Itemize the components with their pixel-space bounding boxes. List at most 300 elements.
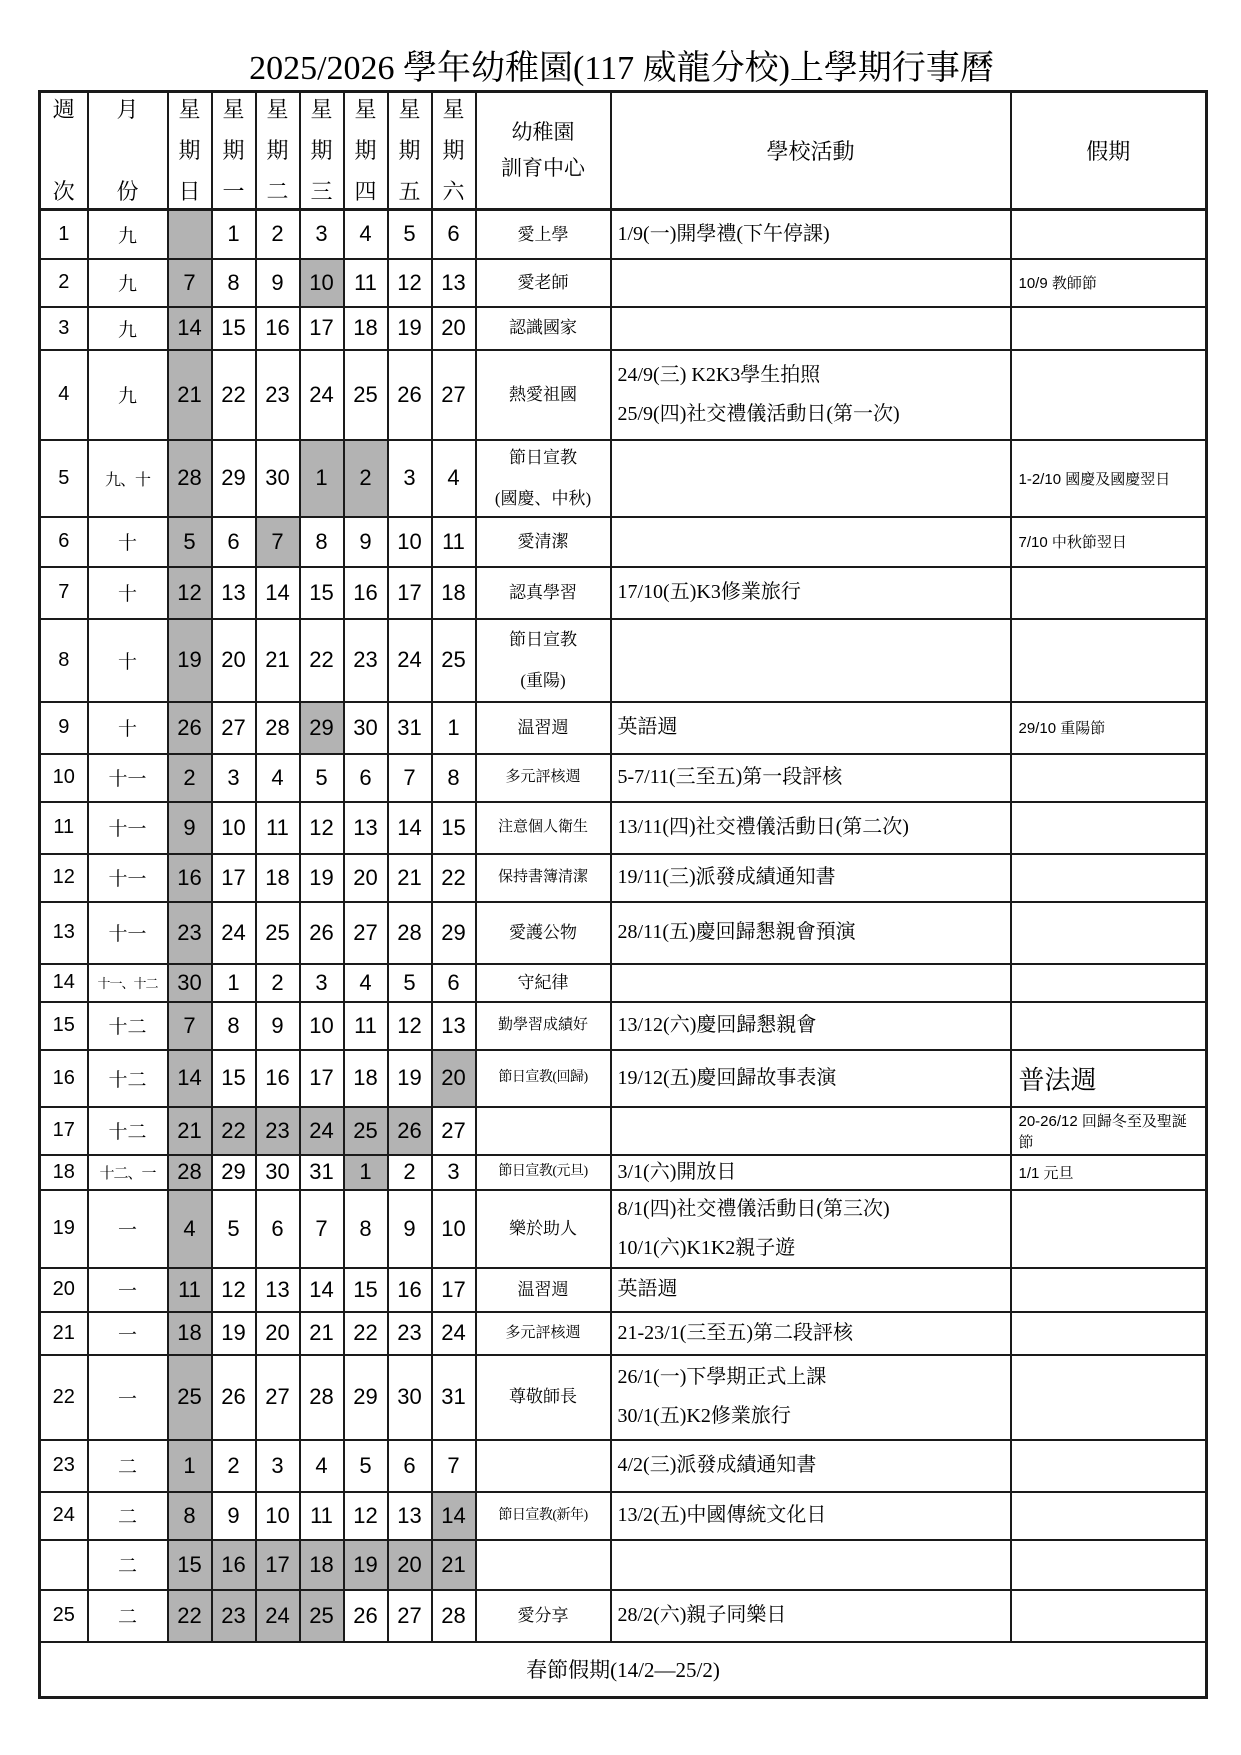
date-cell: 13: [212, 567, 256, 619]
date-cell: 31: [300, 1155, 344, 1190]
week-number-cell: 19: [40, 1190, 88, 1268]
date-cell: 4: [344, 210, 388, 259]
month-cell: 九: [88, 210, 168, 259]
week-number-cell: 23: [40, 1440, 88, 1492]
date-cell: 19: [300, 854, 344, 902]
date-cell: 5: [388, 964, 432, 1002]
date-cell: 27: [344, 902, 388, 964]
date-cell: 24: [300, 1107, 344, 1155]
date-cell: 24: [300, 350, 344, 440]
theme-cell: 愛清潔: [476, 517, 611, 567]
date-cell: 30: [256, 440, 300, 517]
date-cell: 21: [168, 350, 212, 440]
date-cell: 24: [256, 1590, 300, 1642]
theme-cell: 多元評核週: [476, 1312, 611, 1355]
date-cell: 10: [432, 1190, 476, 1268]
date-cell: 31: [388, 702, 432, 754]
week-number-cell: 8: [40, 619, 88, 702]
date-cell: 21: [432, 1540, 476, 1590]
date-cell: 19: [168, 619, 212, 702]
theme-cell: 認真學習: [476, 567, 611, 619]
date-cell: 28: [168, 1155, 212, 1190]
date-cell: 27: [256, 1355, 300, 1440]
date-cell: 11: [432, 517, 476, 567]
date-cell: 27: [212, 702, 256, 754]
date-cell: 29: [432, 902, 476, 964]
holiday-cell: [1011, 854, 1207, 902]
month-cell: 十: [88, 619, 168, 702]
activity-cell: 17/10(五)K3修業旅行: [611, 567, 1011, 619]
activity-cell: 4/2(三)派發成績通知書: [611, 1440, 1011, 1492]
date-cell: 18: [344, 307, 388, 350]
theme-cell: 熱愛祖國: [476, 350, 611, 440]
week-number-cell: 6: [40, 517, 88, 567]
date-cell: 24: [212, 902, 256, 964]
date-cell: 23: [344, 619, 388, 702]
date-cell: 8: [432, 754, 476, 802]
theme-cell: [476, 1107, 611, 1155]
calendar-week-row: [40, 902, 1207, 964]
holiday-cell: [1011, 210, 1207, 259]
activity-cell: [611, 1107, 1011, 1155]
month-cell: 十一、十二: [88, 964, 168, 1002]
date-cell: 11: [344, 259, 388, 307]
date-cell: 15: [168, 1540, 212, 1590]
theme-cell: 注意個人衛生: [476, 802, 611, 854]
calendar-week-row: [40, 350, 1207, 440]
date-cell: 12: [168, 567, 212, 619]
date-cell: 19: [388, 307, 432, 350]
date-cell: 25: [344, 350, 388, 440]
date-cell: 9: [256, 259, 300, 307]
activity-cell: 8/1(四)社交禮儀活動日(第三次) 10/1(六)K1K2親子遊: [611, 1190, 1011, 1268]
date-cell: [168, 210, 212, 259]
date-cell: 23: [256, 1107, 300, 1155]
date-cell: 16: [212, 1540, 256, 1590]
date-cell: 14: [168, 1050, 212, 1107]
calendar-week-row: [40, 1355, 1207, 1440]
week-number-cell: 24: [40, 1492, 88, 1540]
date-cell: 9: [212, 1492, 256, 1540]
date-cell: 15: [344, 1268, 388, 1312]
date-cell: 23: [212, 1590, 256, 1642]
date-cell: 8: [344, 1190, 388, 1268]
date-cell: 3: [212, 754, 256, 802]
holiday-cell: 1-2/10 國慶及國慶翌日: [1011, 440, 1207, 517]
holiday-cell: 29/10 重陽節: [1011, 702, 1207, 754]
date-cell: 13: [432, 259, 476, 307]
holiday-cell: 普法週: [1011, 1050, 1207, 1107]
calendar-week-row: [40, 619, 1207, 702]
date-cell: 13: [432, 1002, 476, 1050]
week-number-cell: 25: [40, 1590, 88, 1642]
date-cell: 14: [168, 307, 212, 350]
date-cell: 18: [168, 1312, 212, 1355]
date-cell: 17: [212, 854, 256, 902]
holiday-cell: 20-26/12 回歸冬至及聖誕節: [1011, 1107, 1207, 1155]
month-cell: 二: [88, 1440, 168, 1492]
week-number-cell: 10: [40, 754, 88, 802]
date-cell: 29: [300, 702, 344, 754]
date-cell: 6: [388, 1440, 432, 1492]
day-header-friday: 星 期 五: [388, 92, 432, 210]
date-cell: 26: [300, 902, 344, 964]
week-number-cell: 2: [40, 259, 88, 307]
activity-cell: 28/2(六)親子同樂日: [611, 1590, 1011, 1642]
calendar-week-row: [40, 1050, 1207, 1107]
month-cell: 一: [88, 1190, 168, 1268]
date-cell: 4: [344, 964, 388, 1002]
date-cell: 18: [344, 1050, 388, 1107]
date-cell: 10: [256, 1492, 300, 1540]
date-cell: 5: [212, 1190, 256, 1268]
date-cell: 19: [344, 1540, 388, 1590]
theme-cell: 節日宣教 (重陽): [476, 619, 611, 702]
date-cell: 24: [388, 619, 432, 702]
month-cell: 十一: [88, 902, 168, 964]
date-cell: 28: [432, 1590, 476, 1642]
date-cell: 6: [344, 754, 388, 802]
date-cell: 18: [432, 567, 476, 619]
date-cell: 17: [256, 1540, 300, 1590]
date-cell: 17: [432, 1268, 476, 1312]
theme-cell: 愛分享: [476, 1590, 611, 1642]
day-header-wednesday: 星 期 三: [300, 92, 344, 210]
holiday-cell: [1011, 619, 1207, 702]
date-cell: 15: [300, 567, 344, 619]
holiday-cell: [1011, 1440, 1207, 1492]
week-number-cell: 12: [40, 854, 88, 902]
calendar-week-row: [40, 1155, 1207, 1190]
month-cell: 十一: [88, 854, 168, 902]
month-cell: 一: [88, 1312, 168, 1355]
activity-cell: 5-7/11(三至五)第一段評核: [611, 754, 1011, 802]
date-cell: 10: [212, 802, 256, 854]
calendar-week-row: [40, 1540, 1207, 1590]
month-cell: 十: [88, 517, 168, 567]
date-cell: 11: [168, 1268, 212, 1312]
date-cell: 4: [256, 754, 300, 802]
date-cell: 8: [168, 1492, 212, 1540]
date-cell: 3: [256, 1440, 300, 1492]
activity-cell: 19/11(三)派發成績通知書: [611, 854, 1011, 902]
date-cell: 23: [388, 1312, 432, 1355]
calendar-week-row: [40, 854, 1207, 902]
date-cell: 19: [212, 1312, 256, 1355]
holiday-header: 假期: [1011, 92, 1207, 210]
calendar-week-row: [40, 1107, 1207, 1155]
date-cell: 26: [388, 1107, 432, 1155]
date-cell: 7: [432, 1440, 476, 1492]
theme-cell: 節日宣教(元旦): [476, 1155, 611, 1190]
week-number-cell: 17: [40, 1107, 88, 1155]
date-cell: 28: [256, 702, 300, 754]
date-cell: 5: [168, 517, 212, 567]
date-cell: 29: [212, 1155, 256, 1190]
holiday-cell: [1011, 1540, 1207, 1590]
date-cell: 12: [388, 1002, 432, 1050]
activity-cell: [611, 440, 1011, 517]
holiday-cell: [1011, 754, 1207, 802]
date-cell: 6: [432, 964, 476, 1002]
date-cell: 17: [388, 567, 432, 619]
date-cell: 18: [256, 854, 300, 902]
calendar-week-row: [40, 567, 1207, 619]
date-cell: 12: [300, 802, 344, 854]
week-number-cell: 20: [40, 1268, 88, 1312]
date-cell: 20: [388, 1540, 432, 1590]
date-cell: 4: [168, 1190, 212, 1268]
calendar-week-row: [40, 1590, 1207, 1642]
month-cell: 十二: [88, 1107, 168, 1155]
month-header-char: 份: [116, 178, 139, 204]
date-cell: 15: [212, 1050, 256, 1107]
holiday-cell: [1011, 1002, 1207, 1050]
date-cell: 6: [256, 1190, 300, 1268]
week-column-header: [40, 92, 88, 210]
month-cell: 九: [88, 259, 168, 307]
holiday-cell: [1011, 902, 1207, 964]
date-cell: 8: [212, 259, 256, 307]
date-cell: 21: [300, 1312, 344, 1355]
date-cell: 22: [432, 854, 476, 902]
date-cell: 16: [256, 1050, 300, 1107]
date-cell: 16: [344, 567, 388, 619]
date-cell: 2: [212, 1440, 256, 1492]
date-cell: 20: [212, 619, 256, 702]
date-cell: 23: [256, 350, 300, 440]
activity-cell: 19/12(五)慶回歸故事表演: [611, 1050, 1011, 1107]
kindergarten-center-header: [476, 92, 611, 210]
date-cell: 8: [300, 517, 344, 567]
date-cell: 15: [212, 307, 256, 350]
date-cell: 2: [344, 440, 388, 517]
date-cell: 10: [388, 517, 432, 567]
date-cell: 9: [388, 1190, 432, 1268]
center-header-line: 幼稚園: [511, 119, 575, 144]
month-cell: 十二: [88, 1002, 168, 1050]
day-header-tuesday: 星 期 二: [256, 92, 300, 210]
date-cell: 16: [256, 307, 300, 350]
date-cell: 12: [388, 259, 432, 307]
holiday-cell: [1011, 1190, 1207, 1268]
date-cell: 25: [344, 1107, 388, 1155]
date-cell: 16: [388, 1268, 432, 1312]
holiday-cell: [1011, 1590, 1207, 1642]
calendar-week-row: [40, 210, 1207, 259]
month-cell: 九、十: [88, 440, 168, 517]
day-header-monday: 星 期 一: [212, 92, 256, 210]
holiday-cell: 1/1 元旦: [1011, 1155, 1207, 1190]
calendar-week-row: [40, 517, 1207, 567]
date-cell: 29: [344, 1355, 388, 1440]
date-cell: 11: [344, 1002, 388, 1050]
theme-cell: 温習週: [476, 1268, 611, 1312]
theme-cell: 愛上學: [476, 210, 611, 259]
month-cell: 十一: [88, 802, 168, 854]
holiday-cell: 7/10 中秋節翌日: [1011, 517, 1207, 567]
holiday-cell: [1011, 1312, 1207, 1355]
date-cell: 1: [168, 1440, 212, 1492]
month-cell: 一: [88, 1268, 168, 1312]
page-title: 2025/2026 學年幼稚園(117 威龍分校)上學期行事曆: [249, 50, 994, 87]
holiday-cell: [1011, 350, 1207, 440]
holiday-cell: [1011, 567, 1207, 619]
week-number-cell: 11: [40, 802, 88, 854]
date-cell: 30: [256, 1155, 300, 1190]
date-cell: 5: [344, 1440, 388, 1492]
date-cell: 17: [300, 1050, 344, 1107]
date-cell: 7: [388, 754, 432, 802]
activity-cell: [611, 259, 1011, 307]
holiday-cell: [1011, 964, 1207, 1002]
day-header-thursday: 星 期 四: [344, 92, 388, 210]
holiday-cell: [1011, 1492, 1207, 1540]
date-cell: 21: [256, 619, 300, 702]
activity-cell: 13/12(六)慶回歸懇親會: [611, 1002, 1011, 1050]
theme-cell: 節日宣教(回歸): [476, 1050, 611, 1107]
theme-cell: 節日宣教 (國慶、中秋): [476, 440, 611, 517]
date-cell: 2: [256, 964, 300, 1002]
date-cell: 21: [388, 854, 432, 902]
date-cell: 2: [388, 1155, 432, 1190]
date-cell: 28: [300, 1355, 344, 1440]
date-cell: 22: [212, 350, 256, 440]
date-cell: 21: [168, 1107, 212, 1155]
date-cell: 30: [168, 964, 212, 1002]
date-cell: 27: [432, 1107, 476, 1155]
date-cell: 5: [388, 210, 432, 259]
date-cell: 1: [432, 702, 476, 754]
calendar-week-row: [40, 1492, 1207, 1540]
date-cell: 2: [256, 210, 300, 259]
theme-cell: 温習週: [476, 702, 611, 754]
date-cell: 15: [432, 802, 476, 854]
month-cell: 二: [88, 1590, 168, 1642]
week-number-cell: 5: [40, 440, 88, 517]
week-number-cell: 21: [40, 1312, 88, 1355]
calendar-week-row: [40, 1312, 1207, 1355]
calendar-week-row: [40, 754, 1207, 802]
week-header-char: 次: [52, 178, 75, 204]
week-number-cell: 1: [40, 210, 88, 259]
spring-festival-footer: 春節假期(14/2—25/2): [40, 1642, 1207, 1698]
date-cell: 3: [300, 210, 344, 259]
date-cell: 30: [388, 1355, 432, 1440]
activity-cell: 1/9(一)開學禮(下午停課): [611, 210, 1011, 259]
month-cell: 九: [88, 307, 168, 350]
activity-cell: 26/1(一)下學期正式上課 30/1(五)K2修業旅行: [611, 1355, 1011, 1440]
date-cell: 1: [344, 1155, 388, 1190]
activity-cell: [611, 517, 1011, 567]
month-cell: 二: [88, 1492, 168, 1540]
date-cell: 4: [432, 440, 476, 517]
date-cell: 6: [212, 517, 256, 567]
activity-cell: 28/11(五)慶回歸懇親會預演: [611, 902, 1011, 964]
date-cell: 14: [432, 1492, 476, 1540]
calendar-week-row: [40, 964, 1207, 1002]
theme-cell: 樂於助人: [476, 1190, 611, 1268]
week-number-cell: 15: [40, 1002, 88, 1050]
date-cell: 22: [300, 619, 344, 702]
activity-cell: [611, 964, 1011, 1002]
date-cell: 3: [300, 964, 344, 1002]
month-column-header: [88, 92, 168, 210]
theme-cell: 勤學習成績好: [476, 1002, 611, 1050]
school-activities-header: 學校活動: [611, 92, 1011, 210]
activity-cell: 13/2(五)中國傳統文化日: [611, 1492, 1011, 1540]
date-cell: 10: [300, 1002, 344, 1050]
date-cell: 20: [432, 307, 476, 350]
date-cell: 13: [256, 1268, 300, 1312]
date-cell: 25: [256, 902, 300, 964]
month-cell: 二: [88, 1540, 168, 1590]
month-cell: 十一: [88, 754, 168, 802]
calendar-week-row: [40, 1440, 1207, 1492]
date-cell: 25: [168, 1355, 212, 1440]
date-cell: 26: [388, 350, 432, 440]
date-cell: 6: [432, 210, 476, 259]
week-number-cell: [40, 1540, 88, 1590]
activity-cell: [611, 619, 1011, 702]
date-cell: 1: [300, 440, 344, 517]
date-cell: 4: [300, 1440, 344, 1492]
date-cell: 7: [256, 517, 300, 567]
calendar-week-row: [40, 307, 1207, 350]
date-cell: 13: [344, 802, 388, 854]
day-header-sunday: 星 期 日: [168, 92, 212, 210]
week-number-cell: 13: [40, 902, 88, 964]
date-cell: 25: [432, 619, 476, 702]
theme-cell: [476, 1440, 611, 1492]
activity-cell: 24/9(三) K2K3學生拍照 25/9(四)社交禮儀活動日(第一次): [611, 350, 1011, 440]
holiday-cell: 10/9 教師節: [1011, 259, 1207, 307]
week-number-cell: 22: [40, 1355, 88, 1440]
date-cell: 16: [168, 854, 212, 902]
date-cell: 9: [344, 517, 388, 567]
activity-cell: [611, 307, 1011, 350]
date-cell: 23: [168, 902, 212, 964]
month-cell: 十: [88, 702, 168, 754]
week-number-cell: 4: [40, 350, 88, 440]
theme-cell: 守紀律: [476, 964, 611, 1002]
date-cell: 5: [300, 754, 344, 802]
header-row: [40, 92, 1207, 210]
date-cell: 11: [300, 1492, 344, 1540]
activity-cell: 英語週: [611, 1268, 1011, 1312]
date-cell: 17: [300, 307, 344, 350]
date-cell: 14: [300, 1268, 344, 1312]
activity-cell: 13/11(四)社交禮儀活動日(第二次): [611, 802, 1011, 854]
calendar-week-row: [40, 1268, 1207, 1312]
month-cell: 十: [88, 567, 168, 619]
calendar-week-row: [40, 440, 1207, 517]
date-cell: 1: [212, 964, 256, 1002]
date-cell: 18: [300, 1540, 344, 1590]
date-cell: 2: [168, 754, 212, 802]
date-cell: 31: [432, 1355, 476, 1440]
date-cell: 26: [212, 1355, 256, 1440]
week-number-cell: 18: [40, 1155, 88, 1190]
month-cell: 九: [88, 350, 168, 440]
date-cell: 28: [388, 902, 432, 964]
activity-cell: [611, 1540, 1011, 1590]
date-cell: 24: [432, 1312, 476, 1355]
holiday-cell: [1011, 802, 1207, 854]
month-header-char: 月: [116, 96, 139, 122]
calendar-week-row: [40, 1190, 1207, 1268]
date-cell: 19: [388, 1050, 432, 1107]
